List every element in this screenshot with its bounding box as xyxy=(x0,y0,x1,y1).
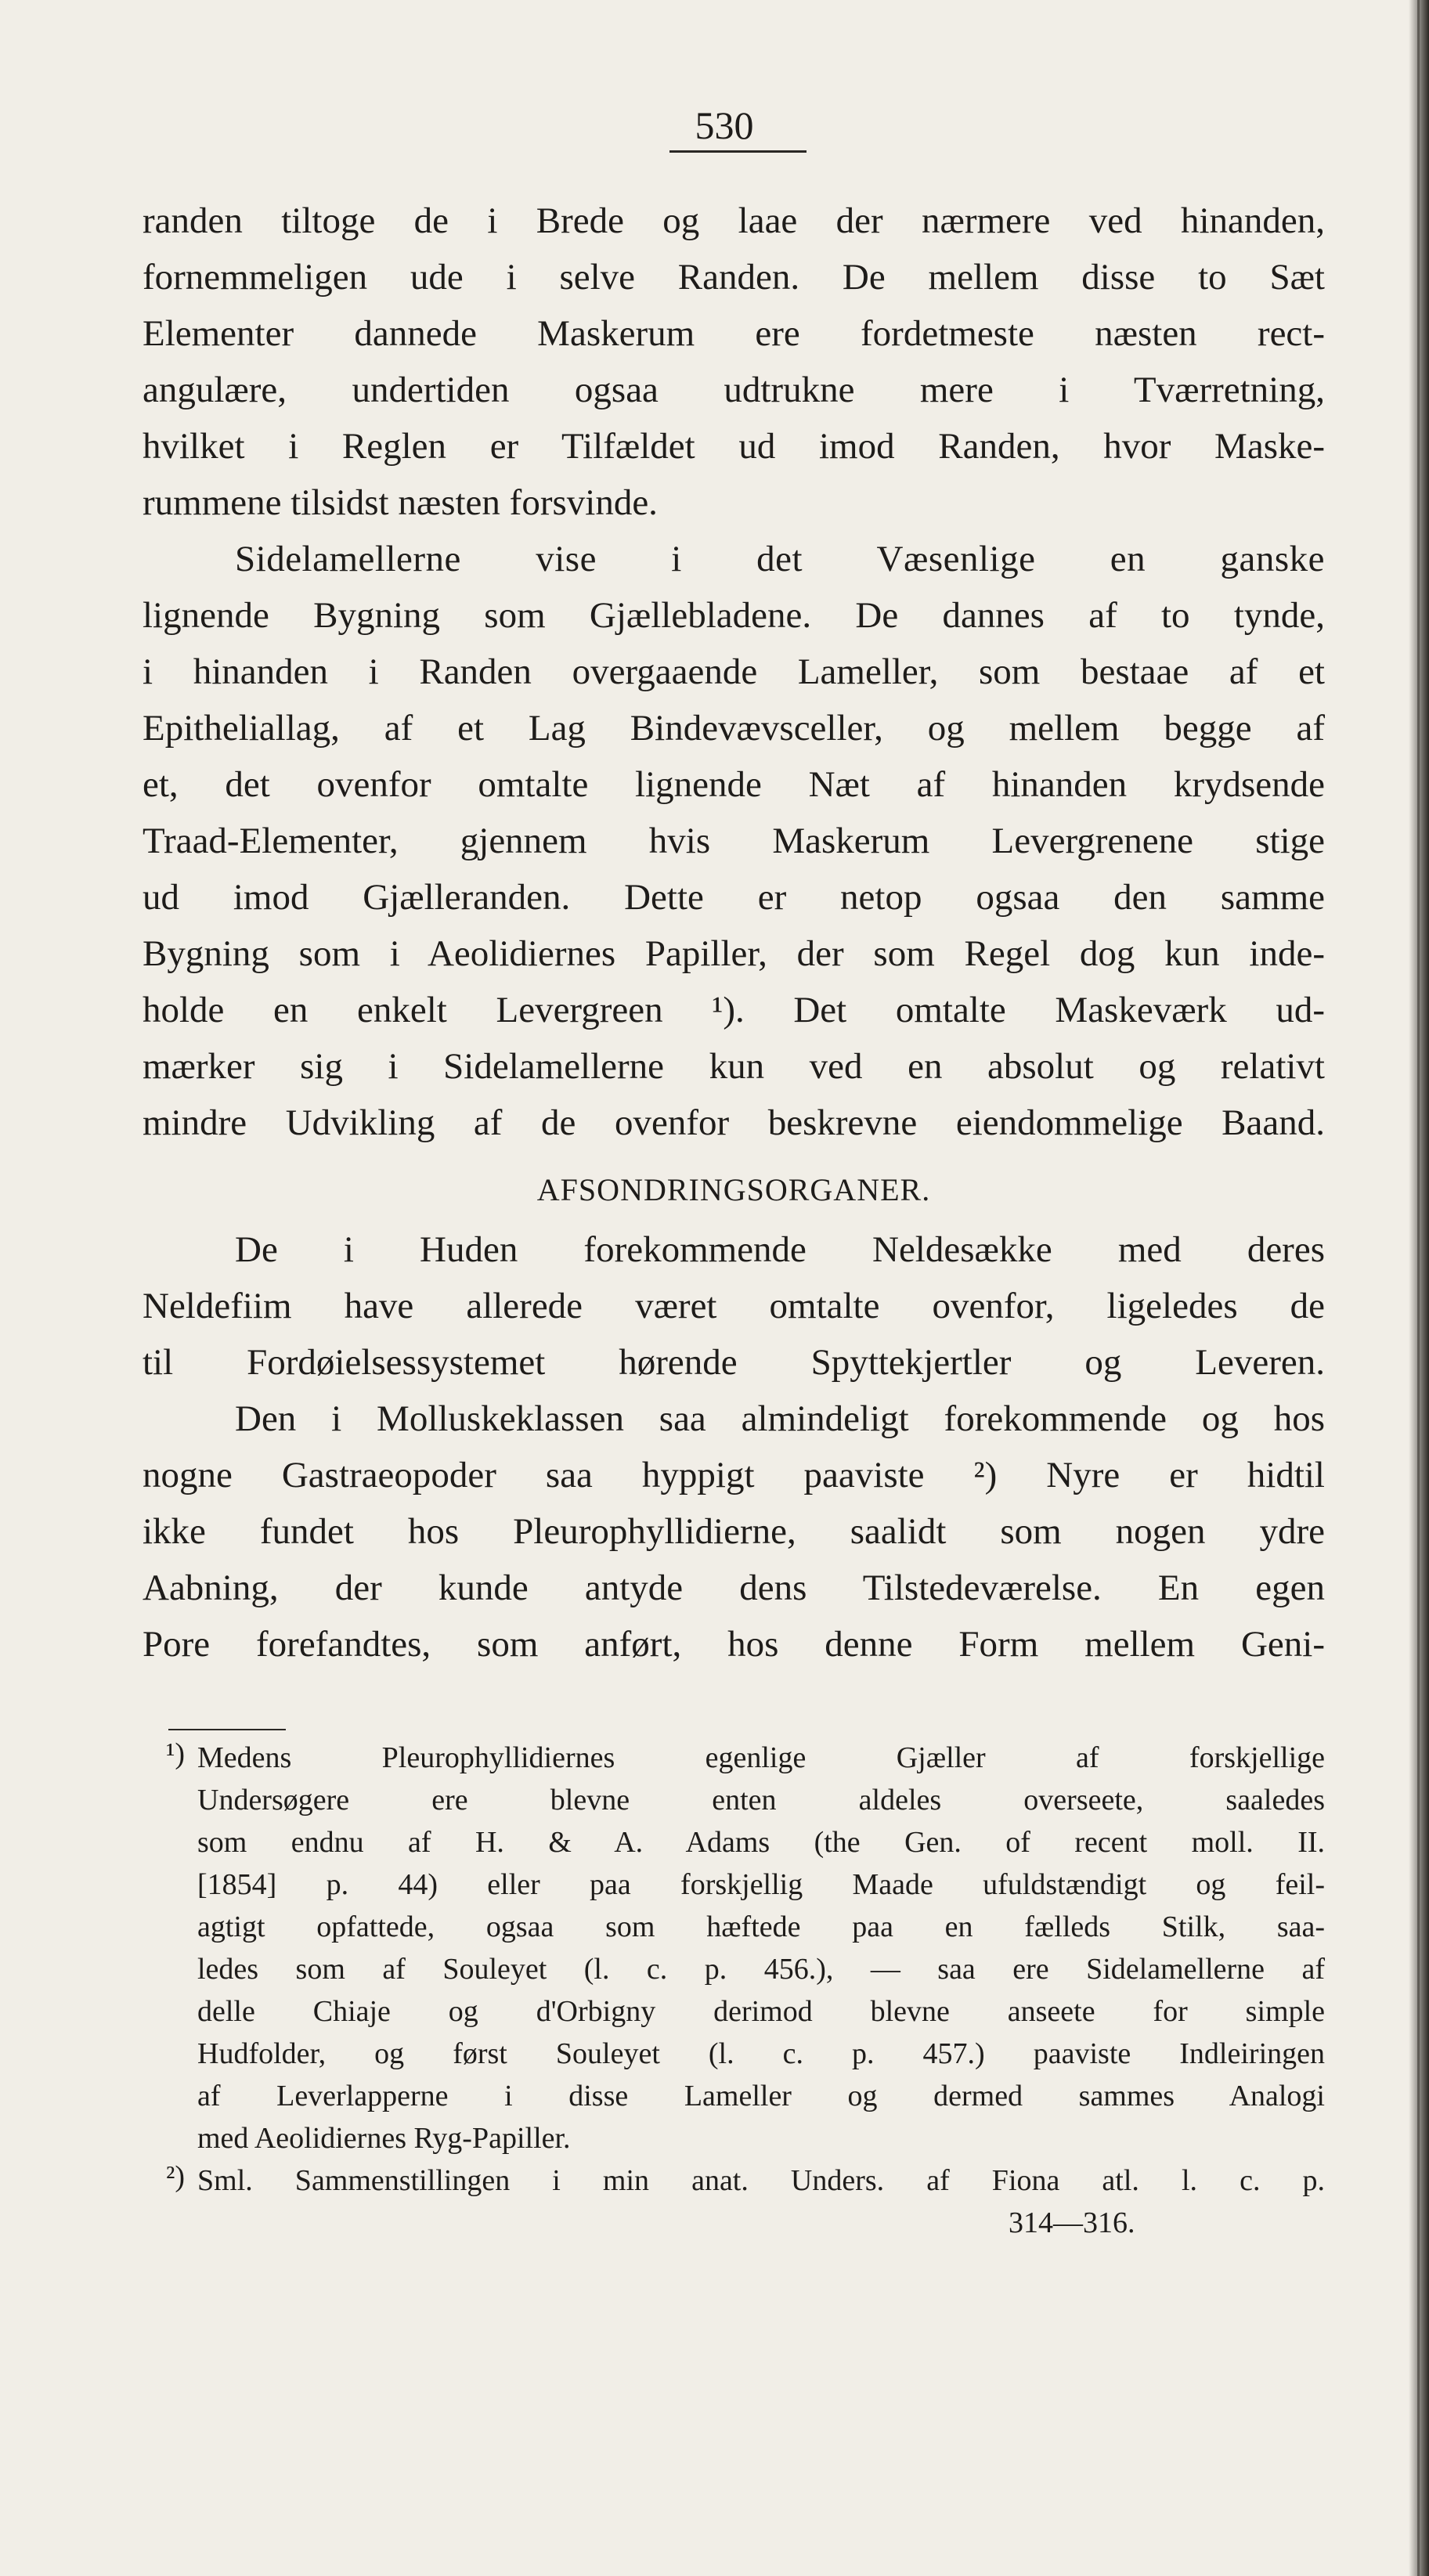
text-line: Pore forefandtes, som anført, hos denne Form mellem Geni- xyxy=(143,1624,1325,1665)
footnote-line: Hudfolder, og først Souleyet (l. c. p. 457.) paaviste Indleiringen xyxy=(197,2037,1325,2070)
text-line: Bygning som i Aeolidiernes Papiller, der som Regel dog kun inde- xyxy=(143,933,1325,974)
footnote-line: Undersøgere ere blevne enten aldeles overseete, saaledes xyxy=(197,1784,1325,1817)
footnote-marker: ¹) xyxy=(166,1737,186,1770)
footnote-rule xyxy=(168,1729,286,1730)
text-line: rummene tilsidst næsten forsvinde. xyxy=(143,482,658,523)
footnote-line: som endnu af H. & A. Adams (the Gen. of recent moll. II. xyxy=(197,1826,1325,1859)
page-number-rule xyxy=(669,150,807,153)
text-line: Aabning, der kunde antyde dens Tilstedeværelse. En egen xyxy=(143,1568,1325,1608)
text-line: i hinanden i Randen overgaaende Lameller, som bestaae af et xyxy=(143,651,1325,692)
text-line: ud imod Gjælleranden. Dette er netop ogsaa den samme xyxy=(143,877,1325,918)
text-line: randen tiltoge de i Brede og laae der nærmere ved hinanden, xyxy=(143,200,1325,241)
text-line: Sidelamellerne vise i det Væsenlige en ganske xyxy=(235,539,1325,579)
footnote-line: af Leverlapperne i disse Lameller og dermed sammes Analogi xyxy=(197,2080,1325,2112)
text-line: hvilket i Reglen er Tilfældet ud imod Randen, hvor Maske- xyxy=(143,426,1325,467)
text-line: et, det ovenfor omtalte lignende Næt af hinanden krydsende xyxy=(143,764,1325,805)
text-line: Elementer dannede Maskerum ere fordetmeste næsten rect- xyxy=(143,313,1325,354)
page-number: 530 xyxy=(695,103,754,147)
text-line: De i Huden forekommende Neldesække med deres xyxy=(235,1229,1325,1270)
text-line: Neldefiim have allerede været omtalte ovenfor, ligeledes de xyxy=(143,1286,1325,1326)
footnote-1 xyxy=(166,1737,1325,2159)
text-line: mindre Udvikling af de ovenfor beskrevne eiendommelige Baand. xyxy=(143,1102,1325,1143)
footnote-line: Medens Pleurophyllidiernes egenlige Gjæller af forskjellige xyxy=(197,1741,1325,1774)
text-line: Traad-Elementer, gjennem hvis Maskerum Levergrenene stige xyxy=(143,821,1325,861)
text-line: lignende Bygning som Gjællebladene. De dannes af to tynde, xyxy=(143,595,1325,636)
footnote-line: 314—316. xyxy=(1009,2206,1135,2239)
footnote-line: delle Chiaje og d'Orbigny derimod blevne anseete for simple xyxy=(197,1995,1325,2028)
footnote-line: [1854] p. 44) eller paa forskjellig Maade ufuldstændigt og feil- xyxy=(197,1868,1325,1901)
page-edge-line xyxy=(1417,0,1420,2576)
footnote-line: ledes som af Souleyet (l. c. p. 456.), — saa ere Sidelamellerne af xyxy=(197,1953,1325,1986)
footnote-line: med Aeolidiernes Ryg-Papiller. xyxy=(197,2122,571,2155)
footnote-line: agtigt opfattede, ogsaa som hæftede paa en fælleds Stilk, saa- xyxy=(197,1910,1325,1943)
text-line: Epitheliallag, af et Lag Bindevævsceller, og mellem begge af xyxy=(143,708,1325,749)
text-line: mærker sig i Sidelamellerne kun ved en absolut og relativt xyxy=(143,1046,1325,1087)
footnotes xyxy=(166,1737,1325,2244)
footnote-line: Sml. Sammenstillingen i min anat. Unders. af Fiona atl. l. c. p. xyxy=(197,2164,1325,2197)
text-line: Den i Molluskeklassen saa almindeligt forekommende og hos xyxy=(235,1398,1325,1439)
text-line: til Fordøielsessystemet hørende Spyttekjertler og Leveren. xyxy=(143,1342,1325,1383)
text-line: angulære, undertiden ogsaa udtrukne mere i Tværretning, xyxy=(143,370,1325,410)
section-heading: AFSONDRINGSORGANER. xyxy=(536,1172,931,1207)
text-line: nogne Gastraeopoder saa hyppigt paaviste ²) Nyre er hidtil xyxy=(143,1455,1325,1495)
body-text xyxy=(143,193,1325,1672)
text-line: fornemmeligen ude i selve Randen. De mellem disse to Sæt xyxy=(143,257,1325,298)
footnote-2 xyxy=(166,2159,1325,2244)
text-line: holde en enkelt Levergreen ¹). Det omtalte Maskeværk ud- xyxy=(143,990,1325,1030)
footnote-marker: ²) xyxy=(166,2160,186,2193)
text-line: ikke fundet hos Pleurophyllidierne, saalidt som nogen ydre xyxy=(143,1511,1325,1552)
